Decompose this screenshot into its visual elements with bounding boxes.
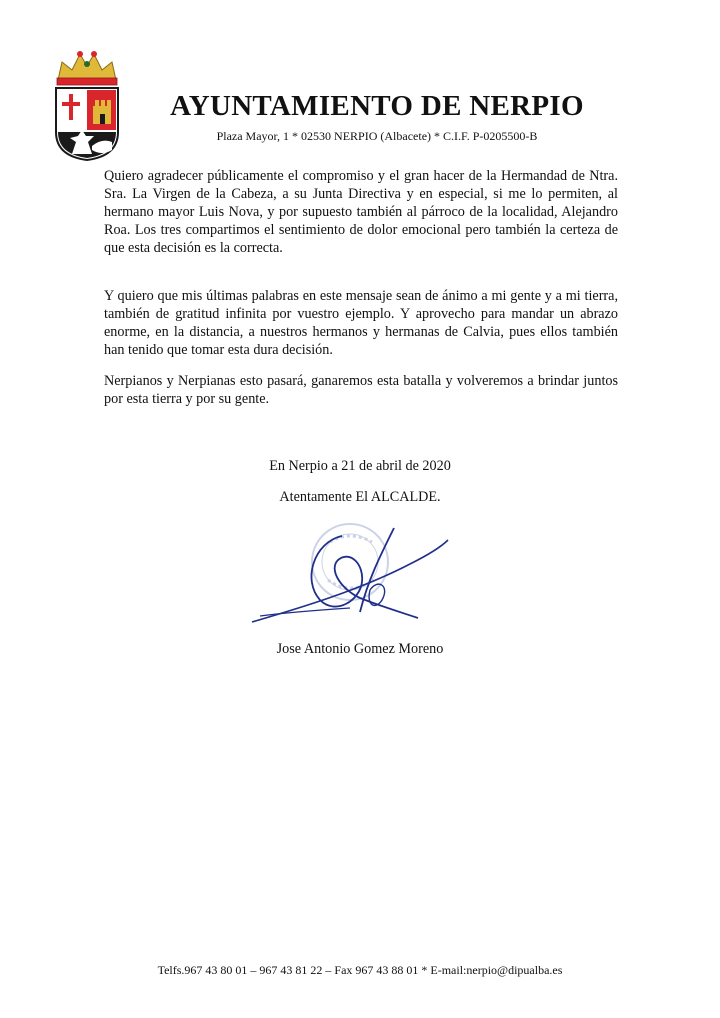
date-line: En Nerpio a 21 de abril de 2020: [269, 458, 451, 474]
body-paragraph: Quiero agradecer públicamente el compromiso y el gran hacer de la Hermandad de Ntra. Sra. La Virgen de la Cabeza, a su Junta Directiva y en especial, si me lo permiten, al hermano mayor Luis Nova, y por supuesto también al párroco de la localidad, Alejandro Roa. Los tres compartimos el sentimiento de dolor emocional pero también la certeza de que esta decisión es la correcta.: [104, 168, 618, 256]
page-title: AYUNTAMIENTO DE NERPIO: [170, 90, 584, 122]
municipal-coat-of-arms-icon: [52, 50, 122, 162]
official-stamp-icon: [312, 524, 388, 600]
body-paragraph: Y quiero que mis últimas palabras en este mensaje sean de ánimo a mi gente y a mi tierra, también de gratitud infinita por vuestro ejemplo. Y aprovecho para mandar un abrazo enorme, en la distancia, a nuestros hermanos y hermanas de Calvia, pues ellos también han tenido que tomar esta dura decisión.: [104, 288, 618, 358]
handwritten-signature-icon: [250, 520, 450, 630]
sign-off: Atentamente El ALCALDE.: [279, 489, 441, 505]
address-line: Plaza Mayor, 1 * 02530 NERPIO (Albacete) * C.I.F. P-0205500-B: [216, 129, 538, 143]
signer-name: Jose Antonio Gomez Moreno: [276, 641, 444, 657]
body-paragraph: Nerpianos y Nerpianas esto pasará, ganaremos esta batalla y volveremos a brindar juntos por esta tierra y por su gente.: [104, 373, 618, 407]
footer-contact: Telfs.967 43 80 01 – 967 43 81 22 – Fax 967 43 88 01 * E-mail:nerpio@dipualba.es: [157, 963, 563, 977]
